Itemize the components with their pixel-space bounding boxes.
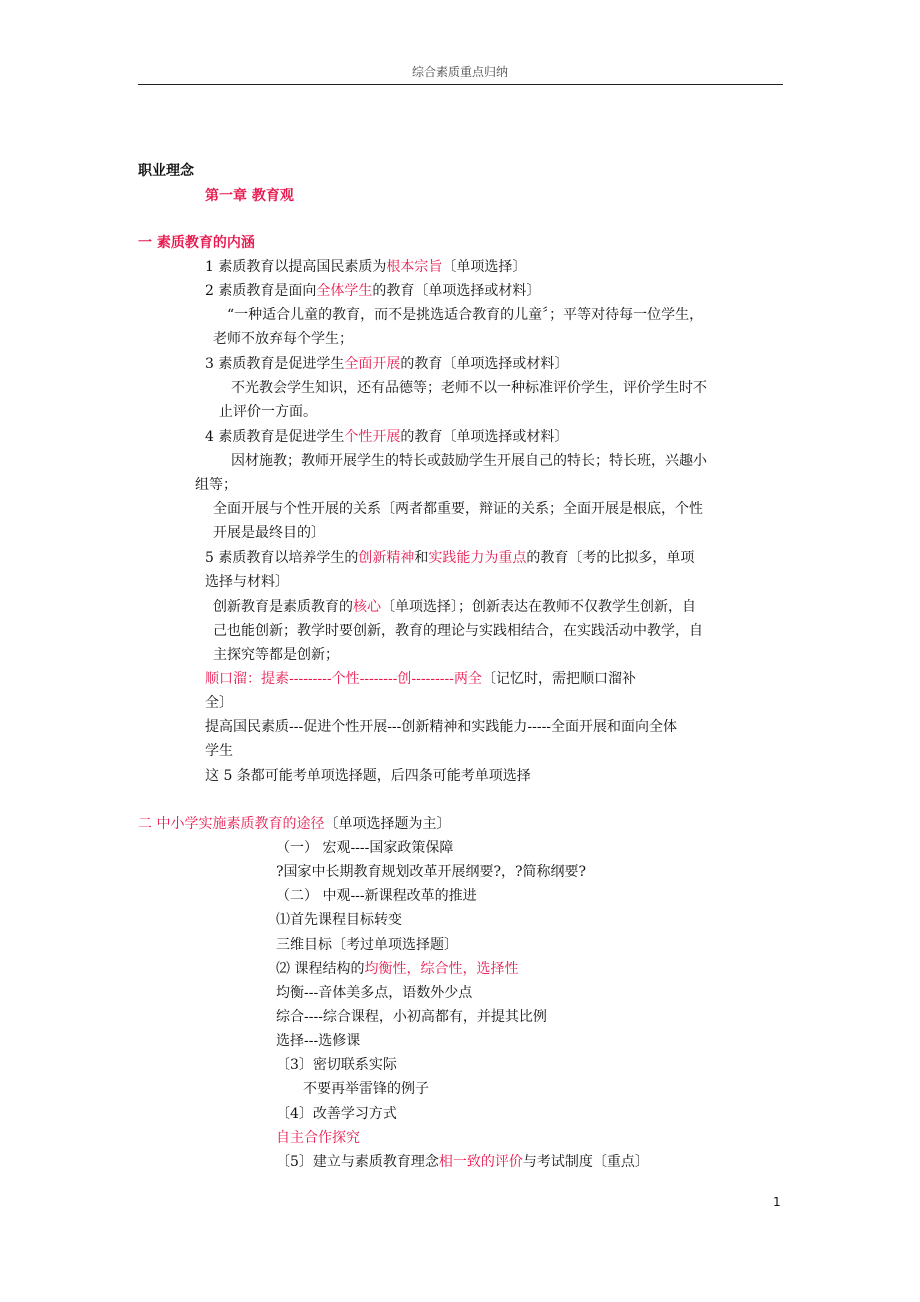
item-structure: ⑵ 课程结构的均衡性，综合性，选择性 <box>276 961 519 977</box>
item-balance: 均衡---音体美多点，语数外少点 <box>276 985 473 1001</box>
item-goal-change: ⑴首先课程目标转变 <box>276 912 402 928</box>
point-3-note-cont: 止评价一方面。 <box>219 404 317 420</box>
point-5: 5 素质教育以培养学生的创新精神和实践能力为重点的教育〔考的比拟多，单项 <box>205 550 695 566</box>
point-2: 2 素质教育是面向全体学生的教育〔单项选择或材料〕 <box>205 283 541 299</box>
point-4-relation: 全面开展与个性开展的关系〔两者都重要，辩证的关系；全面开展是根底，个性 <box>213 501 703 517</box>
item-comprehensive: 综合----综合课程，小初高都有，并提其比例 <box>276 1009 547 1025</box>
page-header-title: 综合素质重点归纳 <box>411 65 508 79</box>
item-elective: 选择---选修课 <box>276 1033 361 1049</box>
page-number: 1 <box>773 1195 781 1209</box>
item-learning-note: 自主合作探究 <box>276 1130 360 1146</box>
point-5-note: 创新教育是素质教育的核心〔单项选择〕；创新表达在教师不仅教学生创新，自 <box>213 599 696 615</box>
point-3-note: 不光教会学生知识，还有品德等；老师不以一种标准评价学生，评价学生时不 <box>231 380 707 396</box>
point-5-note-cont1: 己也能创新；教学时要创新，教育的理论与实践相结合，在实践活动中教学，自 <box>213 623 703 639</box>
point-2-note: “一种适合儿童的教育，而不是挑选适合教育的儿童〞；平等对待每一位学生， <box>227 307 704 323</box>
approach-macro: （一） 宏观----国家政策保障 <box>276 840 454 856</box>
point-4-note: 因材施教；教师开展学生的特长或鼓励学生开展自己的特长；特长班，兴趣小 <box>231 453 707 469</box>
point-4-note-cont: 组等； <box>195 477 237 493</box>
item-practice-note: 不要再举雷锋的例子 <box>303 1081 429 1097</box>
point-1: 1 素质教育以提高国民素质为根本宗旨〔单项选择〕 <box>205 259 527 275</box>
part2-title: 二 中小学实施素质教育的途径〔单项选择题为主〕 <box>138 816 451 832</box>
mnemonic-cont: 全〕 <box>205 695 233 711</box>
point-4: 4 素质教育是促进学生个性开展的教育〔单项选择或材料〕 <box>205 429 569 445</box>
section-heading: 职业理念 <box>138 163 194 179</box>
part1-title: 一 素质教育的内涵 <box>138 235 255 251</box>
point-5-note-cont2: 主探究等都是创新； <box>213 647 339 663</box>
point-4-relation-cont: 开展是最终目的〕 <box>213 525 325 541</box>
policy-doc: ?国家中长期教育规划改革开展纲要?，?简称纲要? <box>276 864 587 880</box>
summary: 提高国民素质---促进个性开展---创新精神和实践能力-----全面开展和面向全体 <box>205 719 678 735</box>
point-2-note-cont: 老师不放弃每个学生； <box>213 331 353 347</box>
item-learning: 〔4〕改善学习方式 <box>276 1106 397 1122</box>
mnemonic: 顺口溜：提素---------个性--------创---------两全〔记忆时，需把顺口溜补 <box>205 671 636 687</box>
point-5-cont: 选择与材料〕 <box>205 574 289 590</box>
item-practice: 〔3〕密切联系实际 <box>276 1057 397 1073</box>
approach-meso: （二） 中观---新课程改革的推进 <box>276 888 477 904</box>
point-3: 3 素质教育是促进学生全面开展的教育〔单项选择或材料〕 <box>205 356 569 372</box>
item-evaluation: 〔5〕建立与素质教育理念相一致的评价与考试制度〔重点〕 <box>276 1154 649 1170</box>
chapter-heading: 第一章 教育观 <box>205 188 294 204</box>
item-three-dimensions: 三维目标〔考过单项选择题〕 <box>276 937 458 953</box>
summary-cont: 学生 <box>205 743 233 759</box>
header-rule <box>138 84 783 85</box>
exam-note: 这 5 条都可能考单项选择题，后四条可能考单项选择 <box>205 768 531 784</box>
